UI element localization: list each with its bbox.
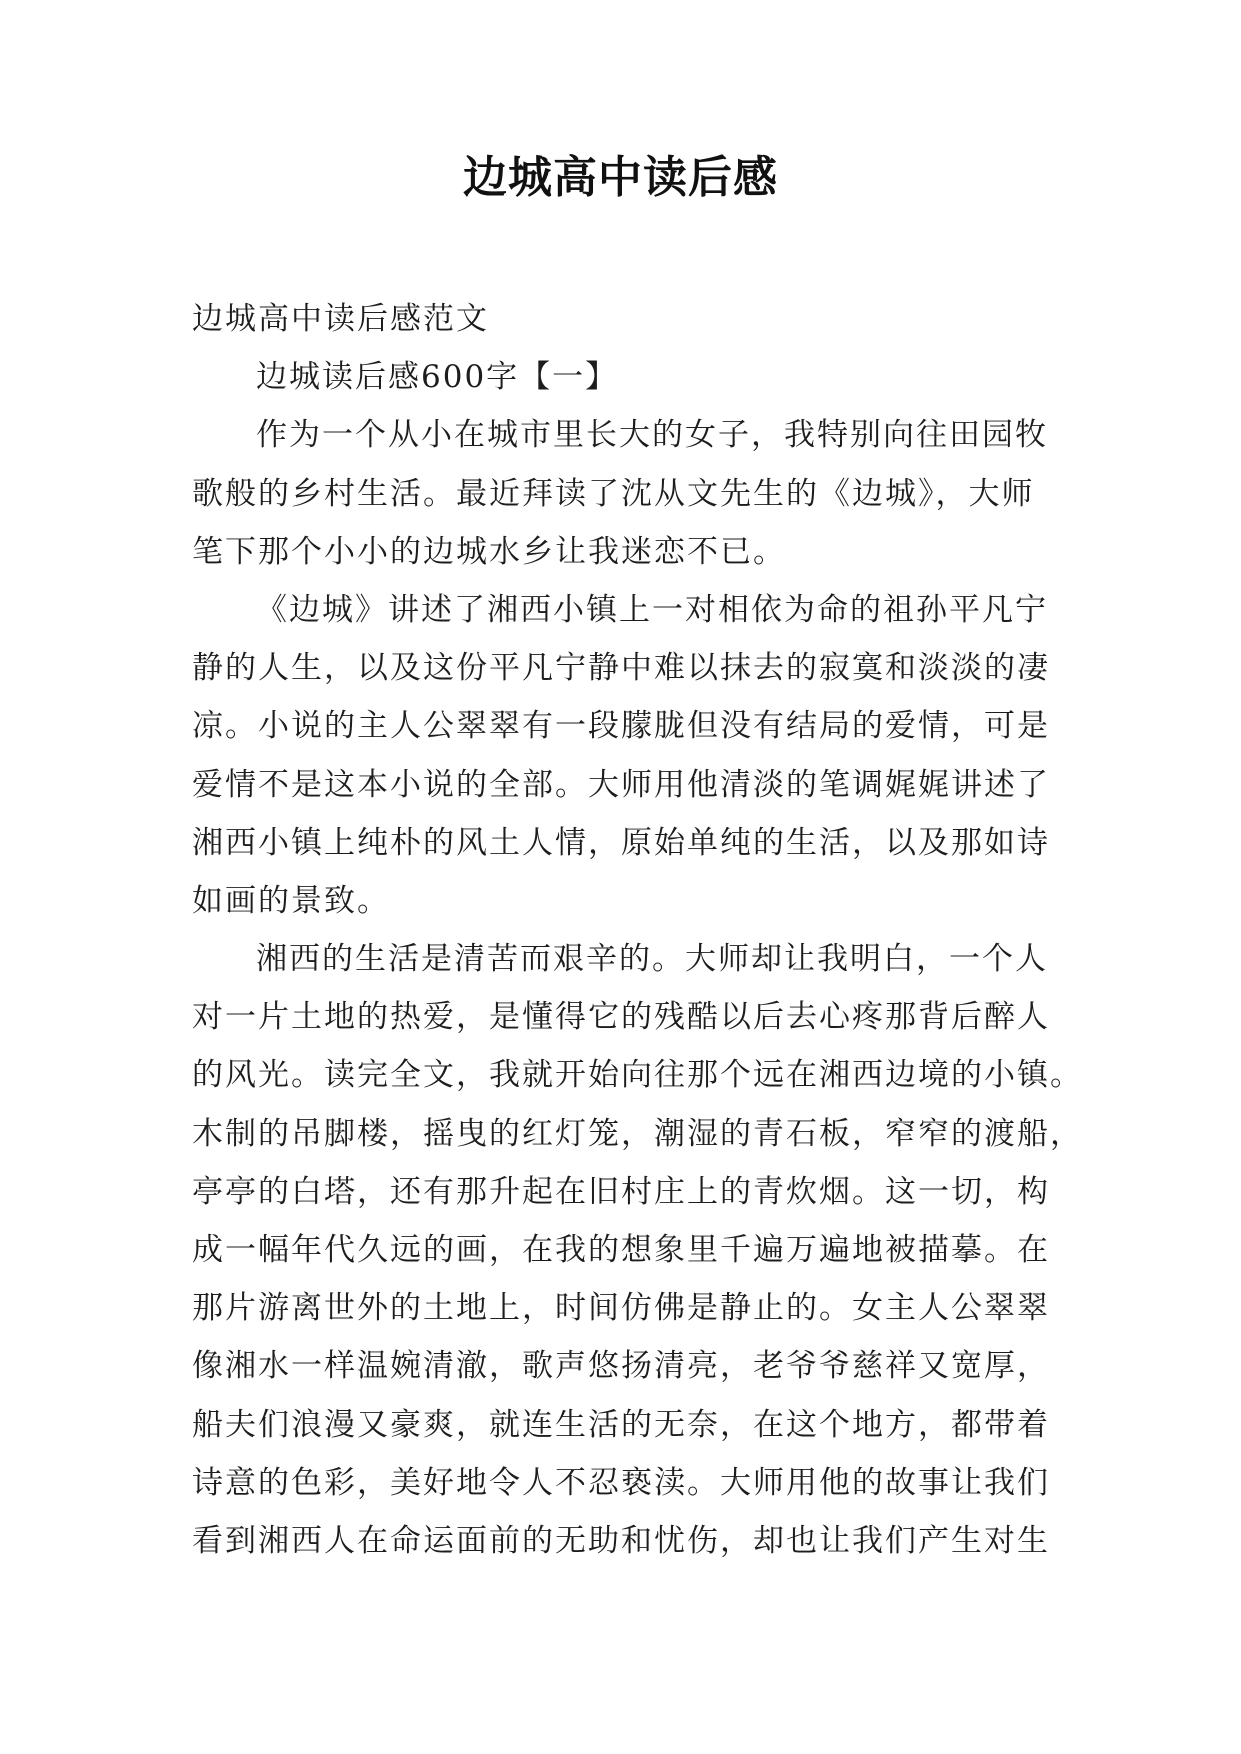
paragraph-line: 诗意的色彩，美好地令人不忍亵渎。大师用他的故事让我们 [192,1464,1050,1501]
paragraph-line: 凉。小说的主人公翠翠有一段朦胧但没有结局的爱情，可是 [192,708,1050,745]
paragraph-line: 木制的吊脚楼，摇曳的红灯笼，潮湿的青石板，窄窄的渡船， [192,1115,1083,1152]
paragraph-line: 笔下那个小小的边城水乡让我迷恋不已。 [192,533,786,570]
paragraph-line: 作为一个从小在城市里长大的女子，我特别向往田园牧 [256,417,1048,454]
paragraph-line: 《边城》讲述了湘西小镇上一对相依为命的祖孙平凡宁 [256,591,1048,628]
paragraph-line: 亭亭的白塔，还有那升起在旧村庄上的青炊烟。这一切，构 [192,1173,1050,1210]
document-title: 边城高中读后感 [463,152,778,203]
paragraph-line: 像湘水一样温婉清澈，歌声悠扬清亮，老爷爷慈祥又宽厚， [192,1348,1050,1385]
paragraph-line: 爱情不是这本小说的全部。大师用他清淡的笔调娓娓讲述了 [192,766,1050,803]
paragraph-line: 对一片土地的热爱，是懂得它的残酷以后去心疼那背后醉人 [192,999,1050,1036]
paragraph-line: 的风光。读完全文，我就开始向往那个远在湘西边境的小镇。 [192,1057,1083,1094]
subtitle-line: 边城高中读后感范文 [192,301,489,337]
paragraph-line: 歌般的乡村生活。最近拜读了沈从文先生的《边城》，大师 [192,475,1035,512]
paragraph-line: 那片游离世外的土地上，时间仿佛是静止的。女主人公翠翠 [192,1290,1050,1327]
section-heading: 边城读后感600字【一】 [256,359,619,396]
document-body [192,290,1083,1570]
paragraph-line: 静的人生，以及这份平凡宁静中难以抹去的寂寞和淡淡的凄 [192,650,1050,687]
paragraph-line: 成一幅年代久远的画，在我的想象里千遍万遍地被描摹。在 [192,1232,1050,1268]
paragraph-line: 船夫们浪漫又豪爽，就连生活的无奈，在这个地方，都带着 [192,1406,1050,1443]
paragraph-line: 看到湘西人在命运面前的无助和忧伤，却也让我们产生对生 [192,1522,1050,1559]
paragraph-line: 湘西的生活是清苦而艰辛的。大师却让我明白，一个人 [256,941,1048,978]
paragraph-line: 如画的景致。 [192,882,390,919]
paragraph-line: 湘西小镇上纯朴的风土人情，原始单纯的生活，以及那如诗 [192,824,1050,861]
